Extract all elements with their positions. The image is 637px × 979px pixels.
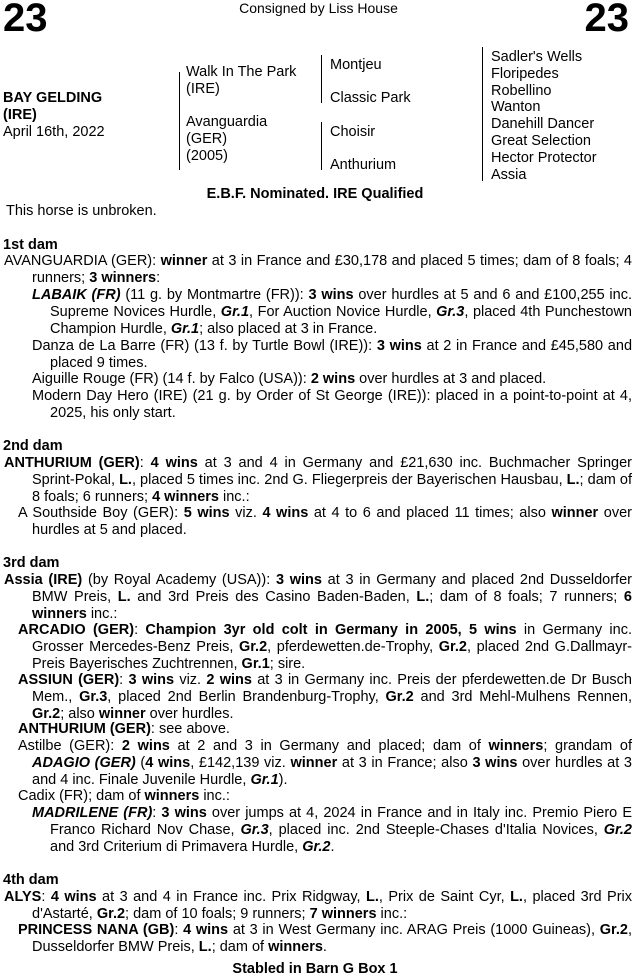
section-first-dam: 1st dam bbox=[3, 237, 58, 253]
produce-madrilene: MADRILENE (FR): 3 wins over jumps at 4, 2024 in France and in Italy inc. Premio Piero E Franco Richard Nov Chase, Gr.3, placed inc. 2nd Steeple-Chases d'Italia Novices, Gr.2 and 3rd Criterium di Primavera Hurdle, Gr.2. bbox=[32, 805, 632, 855]
produce-southside-boy: A Southside Boy (GER): 5 wins viz. 4 wins at 4 to 6 and placed 11 times; also winner over hurdles at 5 and placed. bbox=[18, 505, 632, 538]
dam-origin: (GER) bbox=[186, 130, 228, 147]
pedigree-dam bbox=[186, 114, 267, 164]
gen3-3: Choisir bbox=[330, 124, 376, 140]
gen4-4: Wanton bbox=[491, 99, 541, 116]
gen4-7: Hector Protector bbox=[491, 149, 597, 166]
horse-origin: (IRE) bbox=[3, 106, 37, 123]
fourth-dam-record: ALYS: 4 wins at 3 and 4 in France inc. Prix Ridgway, L., Prix de Saint Cyr, L., placed 3rd Prix d'Astarté, Gr.2; dam of 10 foals; 9 runners; 7 winners inc.: bbox=[4, 889, 632, 922]
produce-aiguille: Aiguille Rouge (FR) (14 f. by Falco (USA)): 2 wins over hurdles at 3 and placed. bbox=[32, 371, 547, 387]
produce-labaik: LABAIK (FR) (11 g. by Montmartre (FR)): 3 wins over hurdles at 5 and 6 and £100,255 inc. Supreme Novices Hurdle, Gr.1, For Auction Novice Hurdle, Gr.3, placed 4th Punchestown Champion Hurdle, Gr.1; also placed at 3 in France. bbox=[32, 287, 632, 337]
gen4-8: Assia bbox=[491, 166, 527, 183]
gen4-3: Robellino bbox=[491, 82, 552, 99]
gen4-2: Floripedes bbox=[491, 65, 559, 82]
horse-sex: BAY GELDING bbox=[3, 90, 103, 106]
pedigree-sire bbox=[186, 64, 296, 98]
gen3-4: Anthurium bbox=[330, 157, 397, 173]
produce-arcadio: ARCADIO (GER): Champion 3yr old colt in Germany in 2005, 5 wins in Germany inc. Grosser Mercedes-Benz Preis, Gr.2, pferdewetten.de-Trophy, Gr.2, placed 2nd G.Dallmayr-Preis Bayerisches Zuchtrennen, Gr.1; sire. bbox=[18, 622, 632, 672]
status-note: This horse is unbroken. bbox=[6, 203, 157, 219]
first-dam-record: AVANGUARDIA (GER): winner at 3 in France and £30,178 and placed 5 times; dam of 8 foals; 4 runners; 3 winners: bbox=[4, 253, 632, 286]
produce-danza: Danza de La Barre (FR) (13 f. by Turtle Bowl (IRE)): 3 wins at 2 in France and £45,580 and placed 9 times. bbox=[32, 338, 633, 371]
consignor: Consigned by Liss House bbox=[239, 0, 398, 16]
produce-astilbe: Astilbe (GER): 2 wins at 2 and 3 in Germany and placed; dam of winners; grandam of ADAGIO (GER) (4 wins, £142,139 viz. winner at 3 in France; also 3 wins over hurdles at 3 and 4 inc. Finale Juvenile Hurdle, Gr.1). bbox=[18, 738, 633, 788]
produce-cadix: Cadix (FR); dam of winners inc.: bbox=[18, 788, 230, 804]
gen3-2: Classic Park bbox=[330, 90, 411, 106]
produce-princess-nana: PRINCESS NANA (GB): 4 wins at 3 in West Germany inc. ARAG Preis (1000 Guineas), Gr.2, Dusseldorfer BMW Preis, L.; dam of winners. bbox=[18, 922, 632, 955]
gen4-list bbox=[491, 49, 597, 183]
sire-origin: (IRE) bbox=[186, 80, 220, 97]
pedigree-bracket-3 bbox=[482, 47, 483, 181]
produce-anthurium: ANTHURIUM (GER): see above. bbox=[18, 721, 230, 737]
gen3-1: Montjeu bbox=[330, 57, 382, 73]
dam-name: Avanguardia bbox=[186, 114, 268, 130]
horse-foaled: April 16th, 2022 bbox=[3, 123, 105, 140]
lot-number-right: 23 bbox=[584, 0, 629, 40]
section-third-dam: 3rd dam bbox=[3, 555, 60, 571]
pedigree-bracket-2b bbox=[321, 122, 322, 170]
pedigree-bracket-2a bbox=[321, 55, 322, 103]
horse-description bbox=[3, 90, 105, 140]
dam-year: (2005) bbox=[186, 147, 228, 164]
third-dam-record: Assia (IRE) (by Royal Academy (USA)): 3 wins at 3 in Germany and placed 2nd Dusseldorfer BMW Preis, L. and 3rd Preis des Casino Baden-Baden, L.; dam of 8 foals; 7 runners; 6 winners inc.: bbox=[4, 572, 632, 622]
sire-name: Walk In The Park bbox=[186, 64, 297, 80]
section-fourth-dam: 4th dam bbox=[3, 872, 59, 888]
gen4-1: Sadler's Wells bbox=[491, 49, 583, 65]
pedigree-bracket-1 bbox=[179, 72, 180, 170]
produce-assiun: ASSIUN (GER): 3 wins viz. 2 wins at 3 in Germany inc. Preis der pferdewetten.de Dr Busch Mem., Gr.3, placed 2nd Berlin Brandenburg-Trophy, Gr.2 and 3rd Mehl-Mulhens Rennen, Gr.2; also winner over hurdles. bbox=[18, 672, 632, 722]
gen4-5: Danehill Dancer bbox=[491, 116, 595, 133]
section-second-dam: 2nd dam bbox=[3, 438, 63, 454]
lot-number-left: 23 bbox=[3, 0, 48, 40]
stabling-footer: Stabled in Barn G Box 1 bbox=[232, 961, 398, 977]
nominations: E.B.F. Nominated. IRE Qualified bbox=[206, 186, 424, 202]
gen4-6: Great Selection bbox=[491, 132, 591, 149]
second-dam-record: ANTHURIUM (GER): 4 wins at 3 and 4 in Germany and £21,630 inc. Buchmacher Springer Sprint-Pokal, L., placed 5 times inc. 2nd G. Fliegerpreis der Bayerischen Hausbau, L.; dam of 8 foals; 6 runners; 4 winners inc.: bbox=[4, 455, 632, 505]
produce-modern-day-hero: Modern Day Hero (IRE) (21 g. by Order of St George (IRE)): placed in a point-to-point at 4, 2025, his only start. bbox=[32, 388, 632, 421]
